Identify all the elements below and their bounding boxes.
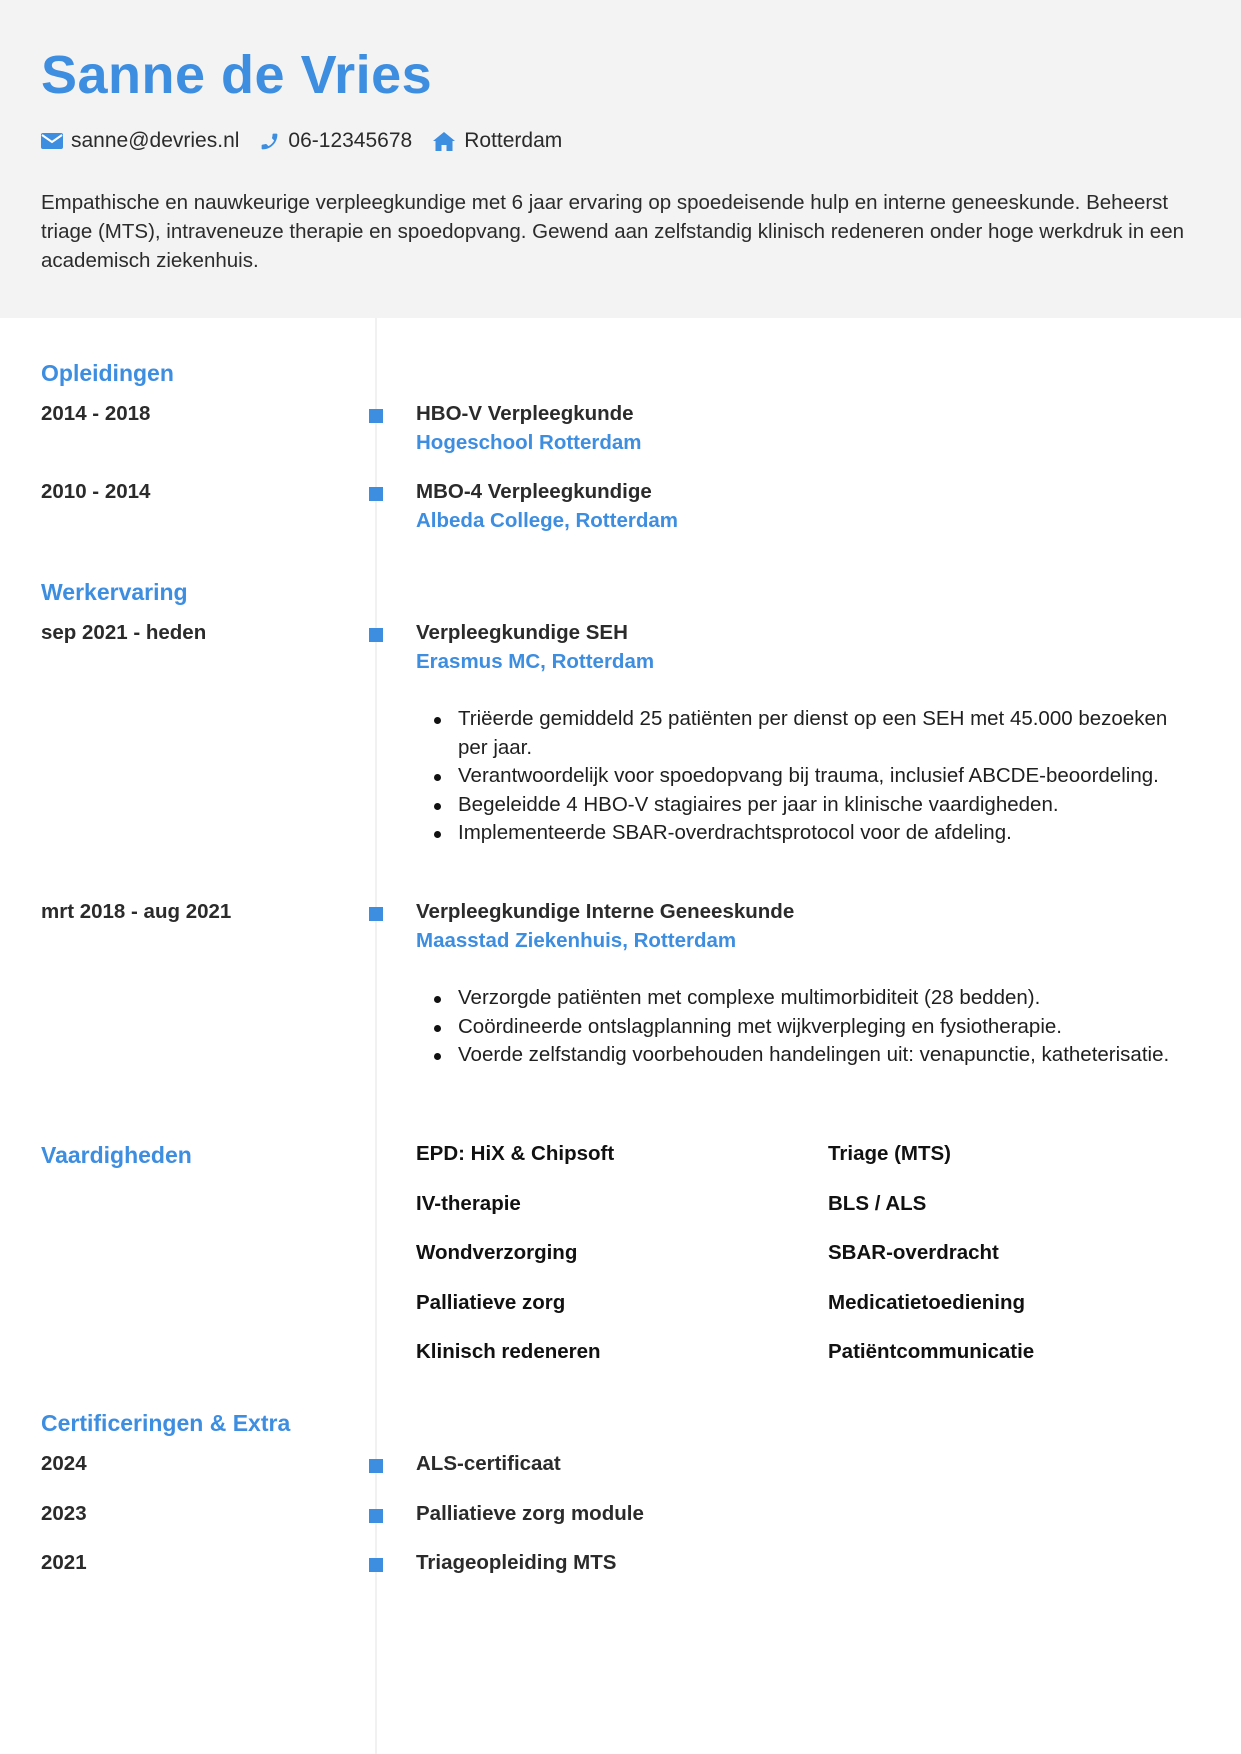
home-icon xyxy=(432,131,456,152)
city-text: Rotterdam xyxy=(464,129,563,152)
education-title: MBO-4 Verpleegkundige xyxy=(416,480,652,503)
skill-item: Medicatietoediening xyxy=(828,1291,1026,1314)
certification-date: 2024 xyxy=(41,1452,87,1475)
timeline-marker xyxy=(369,1558,383,1572)
envelope-icon xyxy=(41,133,63,149)
skill-item: BLS / ALS xyxy=(828,1192,927,1215)
experience-bullets xyxy=(416,984,1176,1070)
list-item: Verantwoordelijk voor spoedopvang bij trauma, inclusief ABCDE-beoordeling. xyxy=(416,762,1176,791)
experience-title: Verpleegkundige Interne Geneeskunde xyxy=(416,900,795,923)
header xyxy=(0,0,1241,318)
section-title-certifications: Certificeringen & Extra xyxy=(41,1410,291,1436)
timeline-marker xyxy=(369,1459,383,1473)
experience-employer: Maasstad Ziekenhuis, Rotterdam xyxy=(416,929,737,952)
contact-phone[interactable] xyxy=(259,129,412,153)
certification-title: Palliatieve zorg module xyxy=(416,1502,644,1525)
skill-item: Klinisch redeneren xyxy=(416,1340,601,1363)
skill-item: Triage (MTS) xyxy=(828,1142,952,1165)
list-item: Verzorgde patiënten met complexe multimorbiditeit (28 bedden). xyxy=(416,984,1176,1013)
skill-item: Patiëntcommunicatie xyxy=(828,1340,1035,1363)
skill-item: EPD: HiX & Chipsoft xyxy=(416,1142,615,1165)
experience-title: Verpleegkundige SEH xyxy=(416,621,628,644)
skill-item: IV-therapie xyxy=(416,1192,521,1215)
education-title: HBO-V Verpleegkunde xyxy=(416,402,634,425)
certification-date: 2023 xyxy=(41,1502,87,1525)
education-institution: Hogeschool Rotterdam xyxy=(416,431,642,454)
certification-date: 2021 xyxy=(41,1551,87,1574)
section-title-skills: Vaardigheden xyxy=(41,1142,192,1168)
certification-title: ALS-certificaat xyxy=(416,1452,561,1475)
timeline-marker xyxy=(369,409,383,423)
contact-city xyxy=(432,129,562,153)
experience-date: sep 2021 - heden xyxy=(41,621,207,644)
contact-email[interactable] xyxy=(41,129,239,153)
experience-date: mrt 2018 - aug 2021 xyxy=(41,900,232,923)
education-institution: Albeda College, Rotterdam xyxy=(416,509,678,532)
section-title-experience: Werkervaring xyxy=(41,579,188,605)
education-date: 2010 - 2014 xyxy=(41,480,151,503)
timeline-marker xyxy=(369,907,383,921)
timeline-marker xyxy=(369,628,383,642)
contact-row xyxy=(41,129,582,153)
profile-summary: Empathische en nauwkeurige verpleegkundige met 6 jaar ervaring op spoedeisende hulp en interne geneeskunde. Beheerst triage (MTS), intraveneuze therapie en spoedopvang. Gewend aan zelfstandig klinisch redeneren onder hoge werkdruk in een academisch ziekenhuis. xyxy=(41,191,1185,272)
candidate-name: Sanne de Vries xyxy=(41,45,433,105)
list-item: Coördineerde ontslagplanning met wijkverpleging en fysiotherapie. xyxy=(416,1013,1176,1042)
timeline-marker xyxy=(369,1509,383,1523)
phone-text: 06-12345678 xyxy=(288,129,413,152)
education-date: 2014 - 2018 xyxy=(41,402,151,425)
list-item: Begeleidde 4 HBO-V stagiaires per jaar in klinische vaardigheden. xyxy=(416,791,1176,820)
timeline-divider xyxy=(375,318,377,1754)
certification-title: Triageopleiding MTS xyxy=(416,1551,617,1574)
experience-bullets xyxy=(416,705,1176,848)
experience-employer: Erasmus MC, Rotterdam xyxy=(416,650,655,673)
skill-item: SBAR-overdracht xyxy=(828,1241,999,1264)
list-item: Implementeerde SBAR-overdrachtsprotocol voor de afdeling. xyxy=(416,819,1176,848)
list-item: Voerde zelfstandig voorbehouden handelingen uit: venapunctie, katheterisatie. xyxy=(416,1041,1176,1070)
list-item: Triëerde gemiddeld 25 patiënten per dienst op een SEH met 45.000 bezoeken per jaar. xyxy=(416,705,1176,762)
section-title-education: Opleidingen xyxy=(41,360,174,386)
skill-item: Palliatieve zorg xyxy=(416,1291,566,1314)
phone-icon xyxy=(259,131,280,152)
timeline-marker xyxy=(369,487,383,501)
email-text: sanne@devries.nl xyxy=(71,129,240,152)
skill-item: Wondverzorging xyxy=(416,1241,578,1264)
